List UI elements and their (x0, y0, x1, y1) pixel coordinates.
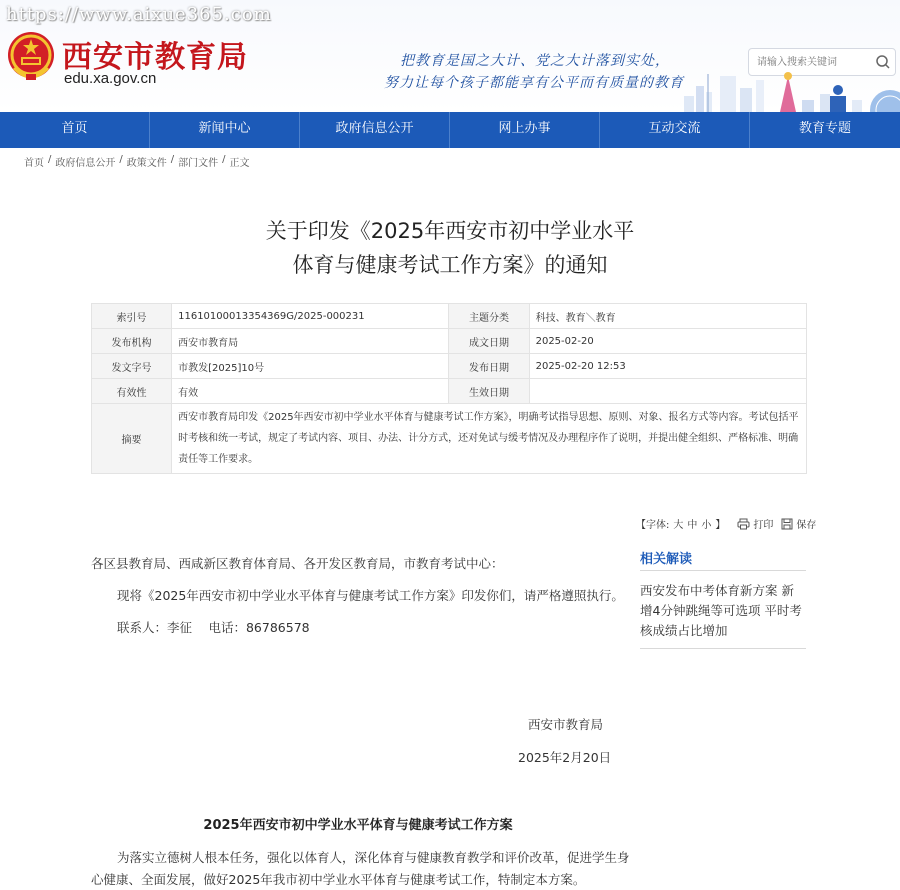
breadcrumb-separator: / (170, 154, 175, 165)
table-row (92, 379, 807, 404)
save-label: 保存 (796, 520, 817, 531)
nav-interaction[interactable]: 互动交流 (600, 112, 750, 148)
meta-value: 科技、教育＼教育 (529, 304, 806, 329)
watermark-url: https://www.aixue365.com (6, 4, 272, 25)
breadcrumb-policy-docs[interactable]: 政策文件 (126, 158, 167, 169)
meta-key: 发布机构 (92, 329, 172, 354)
page-title-line-2: 体育与健康考试工作方案》的通知 (292, 253, 608, 277)
meta-key: 索引号 (92, 304, 172, 329)
meta-value: 2025-02-20 12:53 (529, 354, 806, 379)
meta-key: 成文日期 (449, 329, 529, 354)
table-row (92, 354, 807, 379)
signature-org: 西安市教育局 (528, 717, 604, 732)
nav-gov-info[interactable]: 政府信息公开 (300, 112, 450, 148)
page-title-line-1: 关于印发《2025年西安市初中学业水平 (265, 219, 635, 243)
print-button[interactable] (737, 516, 773, 531)
signature-date: 2025年2月20日 (518, 750, 612, 765)
salutation: 各区县教育局、西咸新区教育体育局、各开发区教育局，市教育考试中心： (91, 556, 504, 571)
nav-news-center[interactable]: 新闻中心 (150, 112, 300, 148)
breadcrumb-separator: / (222, 154, 226, 165)
breadcrumb-current: 正文 (229, 158, 250, 169)
article-tools (636, 516, 816, 531)
body-paragraph: 现将《2025年西安市初中学业水平体育与健康考试工作方案》印发你们，请严格遵照执行。 (117, 588, 624, 603)
sidebar-divider (640, 648, 806, 649)
table-row (92, 404, 807, 474)
font-size-suffix: 】 (715, 520, 726, 531)
save-icon (781, 518, 793, 530)
meta-key: 摘要 (92, 404, 172, 474)
nav-online-service[interactable]: 网上办事 (450, 112, 600, 148)
related-readings-title: 相关解读 (640, 552, 693, 567)
meta-value: 11610100013354369G/2025-000231 (172, 304, 449, 329)
plan-title: 2025年西安市初中学业水平体育与健康考试工作方案 (203, 818, 513, 833)
print-icon (737, 518, 750, 530)
sidebar-divider (640, 570, 806, 571)
header-decoration-illustration (680, 70, 900, 112)
contact-info: 联系人：李征 电话：86786578 (117, 620, 310, 635)
print-label: 打印 (753, 520, 774, 531)
breadcrumb-dept-docs[interactable]: 部门文件 (178, 158, 219, 169)
meta-value: 西安市教育局 (172, 329, 449, 354)
meta-value (529, 379, 806, 404)
breadcrumb-gov-info[interactable]: 政府信息公开 (55, 158, 116, 169)
document-meta-table (91, 303, 807, 474)
meta-key: 发布日期 (449, 354, 529, 379)
font-size-prefix: 【字体: (636, 520, 670, 531)
breadcrumb-home[interactable]: 首页 (24, 158, 44, 169)
meta-key: 有效性 (92, 379, 172, 404)
font-size-small[interactable]: 小 (701, 520, 712, 531)
breadcrumb-separator: / (119, 154, 123, 165)
search-icon[interactable] (875, 54, 891, 70)
table-row (92, 304, 807, 329)
plan-paragraph: 为落实立德树人根本任务，强化以体育人，深化体育与健康教育教学和评价改革，促进学生身心健康、全面发展，做好2025年我市初中学业水平体育与健康考试工作，特制定本方案。 (91, 850, 630, 887)
site-title[interactable]: 西安市教育局 (62, 40, 248, 75)
site-domain: edu.xa.gov.cn (64, 70, 157, 87)
meta-summary: 西安市教育局印发《2025年西安市初中学业水平体育与健康考试工作方案》，明确考试指导思想、原则、对象、报名方式等内容。考试包括平时考核和统一考试，规定了考试内容、项目、办法、计分方式，还对免试与缓考情况及办理程序作了说明，并提出健全组织、严格标准、明确责任等工作要求。 (172, 404, 807, 474)
national-emblem-icon (6, 30, 56, 84)
nav-education-topics[interactable]: 教育专题 (798, 121, 851, 136)
table-row (92, 329, 807, 354)
meta-key: 主题分类 (449, 304, 529, 329)
slogan-line-2: 努力让每个孩子都能享有公平而有质量的教育 (384, 75, 684, 91)
main-nav (0, 112, 900, 148)
related-reading-link[interactable]: 西安发布中考体育新方案 新增4分钟跳绳等可选项 平时考核成绩占比增加 (640, 583, 802, 638)
meta-value: 市教发[2025]10号 (172, 354, 449, 379)
font-size-medium[interactable]: 中 (687, 520, 698, 531)
meta-value: 有效 (172, 379, 449, 404)
page-title (0, 214, 900, 282)
save-button[interactable] (781, 516, 816, 531)
meta-value: 2025-02-20 (529, 329, 806, 354)
site-header (0, 0, 900, 112)
breadcrumb-separator: / (48, 154, 52, 165)
nav-home[interactable]: 首页 (0, 112, 150, 148)
meta-key: 生效日期 (449, 379, 529, 404)
slogan-line-1: 把教育是国之大计、党之大计落到实处， (400, 53, 670, 69)
breadcrumb (24, 154, 250, 169)
font-size-large[interactable]: 大 (673, 520, 684, 531)
meta-key: 发文字号 (92, 354, 172, 379)
